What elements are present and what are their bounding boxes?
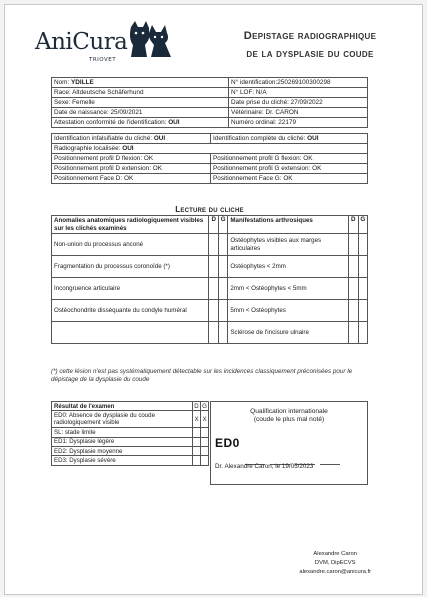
anomaly-label: Fragmentation du processus coronoïde (*)	[52, 256, 209, 278]
result-row	[52, 447, 209, 456]
arthrose-d-cell	[349, 300, 358, 322]
arthrose-label: Ostéophytes visibles aux marges articulaires	[228, 234, 349, 256]
anomaly-g-cell	[218, 278, 227, 300]
result-g-mark	[201, 437, 209, 446]
result-g-mark	[201, 447, 209, 456]
document-page	[4, 4, 423, 595]
anomaly-label	[52, 322, 209, 344]
result-d-mark: X	[193, 411, 201, 428]
blank-line	[320, 464, 340, 465]
anomaly-d-cell	[209, 256, 218, 278]
anomalies-header: Anomalies anatomiques radiologiquement visibles sur les clichés examinés	[52, 216, 209, 234]
signer-email: alexandre.caron@anicura.fr	[299, 569, 371, 575]
anomaly-g-cell	[218, 300, 227, 322]
result-header-row	[52, 402, 209, 411]
qualification-title-line-2: (coude le plus mal noté)	[253, 416, 325, 423]
result-col-g: G	[202, 402, 207, 410]
reading-header-row	[52, 216, 368, 234]
anomaly-d-cell	[209, 300, 218, 322]
result-row	[52, 411, 209, 428]
reading-section-title: Lecture du cliche	[175, 205, 244, 214]
identity-row	[52, 78, 368, 88]
arthrose-label: 2mm < Ostéophytes < 5mm	[228, 278, 349, 300]
identity-cell-date-taken: Date prise du cliché: 27/09/2022	[229, 98, 368, 108]
anomaly-d-cell	[209, 278, 218, 300]
reading-row	[52, 300, 368, 322]
anomaly-g-cell	[218, 256, 227, 278]
identity-row	[52, 108, 368, 118]
col-d-header: D	[209, 216, 218, 234]
result-col-d: D	[194, 402, 199, 410]
arthrose-d-cell	[349, 256, 358, 278]
checks-row	[52, 134, 368, 144]
identity-cell-sex: Sexe: Femelle	[52, 98, 229, 108]
identity-cell-breed: Race: Altdeutsche Schäferhund	[52, 88, 229, 98]
qualification-box	[210, 401, 368, 485]
arthrose-label: Ostéophytes < 2mm	[228, 256, 349, 278]
signature-block	[299, 550, 371, 577]
check-position-left: Positionnement profil D flexion: OK	[52, 154, 211, 164]
col-g-header-2: G	[358, 216, 368, 234]
check-position-left: Positionnement profil D extension: OK	[52, 164, 211, 174]
anomaly-d-cell	[209, 322, 218, 344]
check-position-right: Positionnement profil G extension: OK	[211, 164, 368, 174]
title-line-1: Depistage radiographique	[243, 30, 377, 42]
result-d-mark	[193, 428, 201, 437]
identity-cell-attestation: Attestation conformité de l'identification: OUI	[52, 118, 229, 128]
anomaly-d-cell	[209, 234, 218, 256]
result-label: ED2: Dysplasie moyenne	[52, 447, 193, 456]
check-position-right: Positionnement Face G: OK	[211, 174, 368, 184]
arthrose-g-cell	[358, 256, 368, 278]
checks-row	[52, 174, 368, 184]
reading-row	[52, 278, 368, 300]
check-position-left: Positionnement Face D: OK	[52, 174, 211, 184]
footnote: (*) cette lésion n'est pas systématiquement détectable sur les incidences classiquement préconisées pour le dépistage de la dysplasie du coude	[51, 368, 353, 383]
result-table	[51, 401, 209, 466]
arthrose-g-cell	[358, 300, 368, 322]
arthrose-g-cell	[358, 278, 368, 300]
identity-row	[52, 118, 368, 128]
checks-row	[52, 154, 368, 164]
col-g-header: G	[218, 216, 227, 234]
result-d-mark	[193, 456, 201, 465]
result-g-mark	[201, 428, 209, 437]
check-identification-infalsifiable: Identification infalsifiable du cliché: OUI	[52, 134, 211, 144]
identity-cell-birthdate: Date de naissance: 25/09/2021	[52, 108, 229, 118]
result-row	[52, 428, 209, 437]
arthrose-g-cell	[358, 322, 368, 344]
identity-cell-name: Nom: YDILLE	[52, 78, 229, 88]
col-d-header-2: D	[349, 216, 358, 234]
arthrose-g-cell	[358, 234, 368, 256]
signer-name: Alexandre Caron	[313, 551, 357, 557]
result-row	[52, 437, 209, 446]
reading-table	[51, 215, 368, 344]
result-d-mark	[193, 437, 201, 446]
check-radiographie-localisee: Radiographie localisée: OUI	[52, 144, 368, 154]
logo-text: AniCura	[35, 29, 128, 55]
result-label: ED0: Absence de dysplasie du coude radiologiquement visible	[52, 411, 193, 428]
reading-row	[52, 322, 368, 344]
signer-title: DVM, DipECVS	[314, 560, 356, 566]
qualification-code: ED0	[215, 436, 240, 450]
identity-cell-id: N° identification:250269100300298	[229, 78, 368, 88]
identity-table	[51, 77, 368, 128]
checks-table	[51, 133, 368, 184]
qualification-title	[211, 408, 367, 424]
anomaly-g-cell	[218, 234, 227, 256]
result-g-mark	[201, 456, 209, 465]
identity-cell-lof: N° LOF: N/A	[229, 88, 368, 98]
result-header: Résultat de l'examen	[52, 402, 193, 411]
reading-row	[52, 256, 368, 278]
anomaly-label: Ostéochondrite disséquante du condyle huméral	[52, 300, 209, 322]
identity-cell-ordinal: Numéro ordinal: 22179	[229, 118, 368, 128]
arthrose-label: 5mm < Ostéophytes	[228, 300, 349, 322]
dog-cat-icon	[127, 19, 173, 59]
result-label: ED3: Dysplasie sévère	[52, 456, 193, 465]
result-label: ED1: Dysplasie légère	[52, 437, 193, 446]
document-title	[210, 27, 410, 63]
result-g-mark: X	[201, 411, 209, 428]
anomaly-g-cell	[218, 322, 227, 344]
reading-row	[52, 234, 368, 256]
anomaly-label: Incongruence articulaire	[52, 278, 209, 300]
title-line-2: de la dysplasie du coude	[246, 48, 374, 60]
arthrose-d-cell	[349, 322, 358, 344]
arthrose-label: Sclérose de l'incisure ulnaire	[228, 322, 349, 344]
identity-cell-vet: Vétérinaire: Dr. CARON	[229, 108, 368, 118]
result-row	[52, 456, 209, 465]
arthrose-d-cell	[349, 278, 358, 300]
anomaly-label: Non-union du processus anconé	[52, 234, 209, 256]
logo-subtitle: TRIOVET	[89, 57, 117, 63]
identity-row	[52, 88, 368, 98]
check-identification-complete: Identification complète du cliché: OUI	[211, 134, 368, 144]
qualification-title-line-1: Qualification internationale	[250, 408, 328, 415]
checks-row	[52, 144, 368, 154]
arthrose-d-cell	[349, 234, 358, 256]
arthrose-header: Manifestations arthrosiques	[228, 216, 349, 234]
checks-row	[52, 164, 368, 174]
result-label: SL: stade limite	[52, 428, 193, 437]
check-position-right: Positionnement profil G flexion: OK	[211, 154, 368, 164]
result-d-mark	[193, 447, 201, 456]
qualification-signature: Dr. Alexandre Caron, le 19/05/2023	[215, 463, 314, 470]
identity-row	[52, 98, 368, 108]
